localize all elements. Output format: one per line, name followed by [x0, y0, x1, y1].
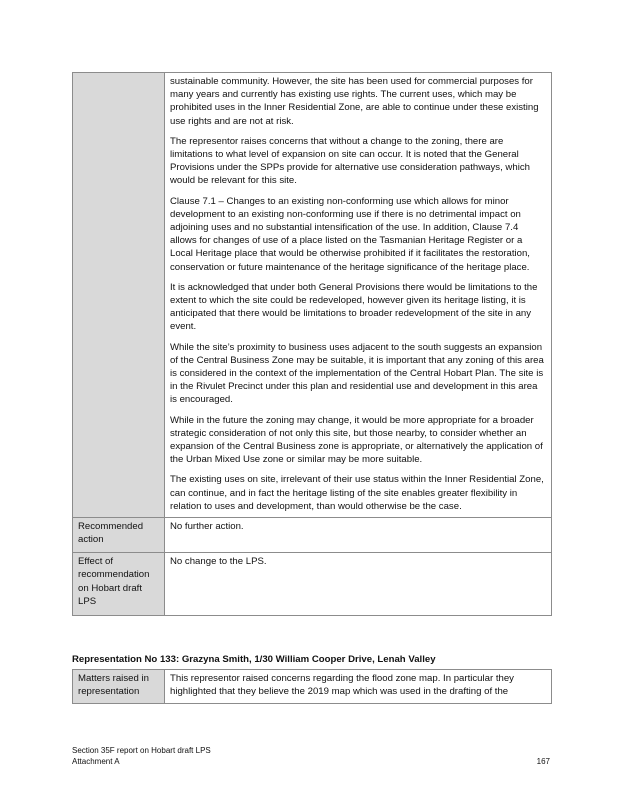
response-table: [72, 72, 552, 616]
representation-table: [72, 669, 552, 704]
effect-label: Effect of recommendation on Hobart draft LPS: [73, 553, 165, 616]
continuation-label-cell: [73, 73, 165, 518]
recommended-action-row: [73, 518, 552, 553]
paragraph-3: Clause 7.1 – Changes to an existing non-conforming use which allows for minor development to an existing non-conforming use if there is no detrimental impact on adjoining uses and no substantial intensification of the use. In addition, Clause 7.4 allows for changes of use of a place listed on the Tasmanian Heritage Register or a Local Heritage place that would be otherwise prohibited if it facilitates the restoration, conservation or future maintenance of the heritage significance of the heritage place.: [170, 195, 530, 273]
paragraph-6: While in the future the zoning may change, it would be more appropriate for a broader strategic consideration of not only this site, but those nearby, to consider whether an expansion of the Central Business zone is appropriate, or alternatively the application of the Urban Mixed Use zone or similar may be more suitable.: [170, 414, 543, 466]
matters-text: This representor raised concerns regarding the flood zone map. In particular they highlighted that they believe the 2019 map which was used in the drafting of the: [165, 670, 552, 704]
matters-label: Matters raised in representation: [73, 670, 165, 704]
matters-row: [73, 670, 552, 704]
page-number: 167: [536, 757, 550, 766]
footer-line-2: Attachment A: [72, 757, 120, 766]
footer: [72, 745, 211, 767]
paragraph-2: The representor raises concerns that without a change to the zoning, there are limitations to what level of expansion on site can occur. It is noted that the General Provisions under the SPPs provide for alternative use consideration pathways, which would be relevant for this site.: [170, 135, 530, 187]
paragraph-1: sustainable community. However, the site has been used for commercial purposes for many years and currently has existing use rights. The current uses, which may be prohibited uses in the Inner Residential Zone, are able to continue under these existing use rights and are not at risk.: [170, 76, 539, 127]
effect-row: [73, 553, 552, 616]
footer-line-1: Section 35F report on Hobart draft LPS: [72, 746, 211, 755]
paragraph-4: It is acknowledged that under both General Provisions there would be limitations to the extent to which the site could be redeveloped, however given its heritage listing, it is anticipated that there would be limitations to broader redevelopment of the site in any event.: [170, 281, 538, 333]
paragraph-7: The existing uses on site, irrelevant of their use status within the Inner Residential Zone, can continue, and in fact the heritage listing of the site enables greater flexibility in relation to uses and development, than would otherwise be the case.: [170, 474, 544, 512]
representation-heading: Representation No 133: Grazyna Smith, 1/30 William Cooper Drive, Lenah Valley: [72, 654, 436, 665]
paragraph-5: While the site’s proximity to business uses adjacent to the south suggests an expansion of the Central Business Zone may be suitable, it is important that any zoning of this area is considered in the context of the implementation of the Central Hobart Plan. The site is in the Rivulet Precinct under this plan and residential use and development in this area is encouraged.: [170, 341, 544, 406]
response-text-cell: [165, 73, 552, 518]
recommended-action-label: Recommended action: [73, 518, 165, 553]
recommended-action-value: No further action.: [165, 518, 552, 553]
response-row: [73, 73, 552, 518]
effect-value: No change to the LPS.: [165, 553, 552, 616]
